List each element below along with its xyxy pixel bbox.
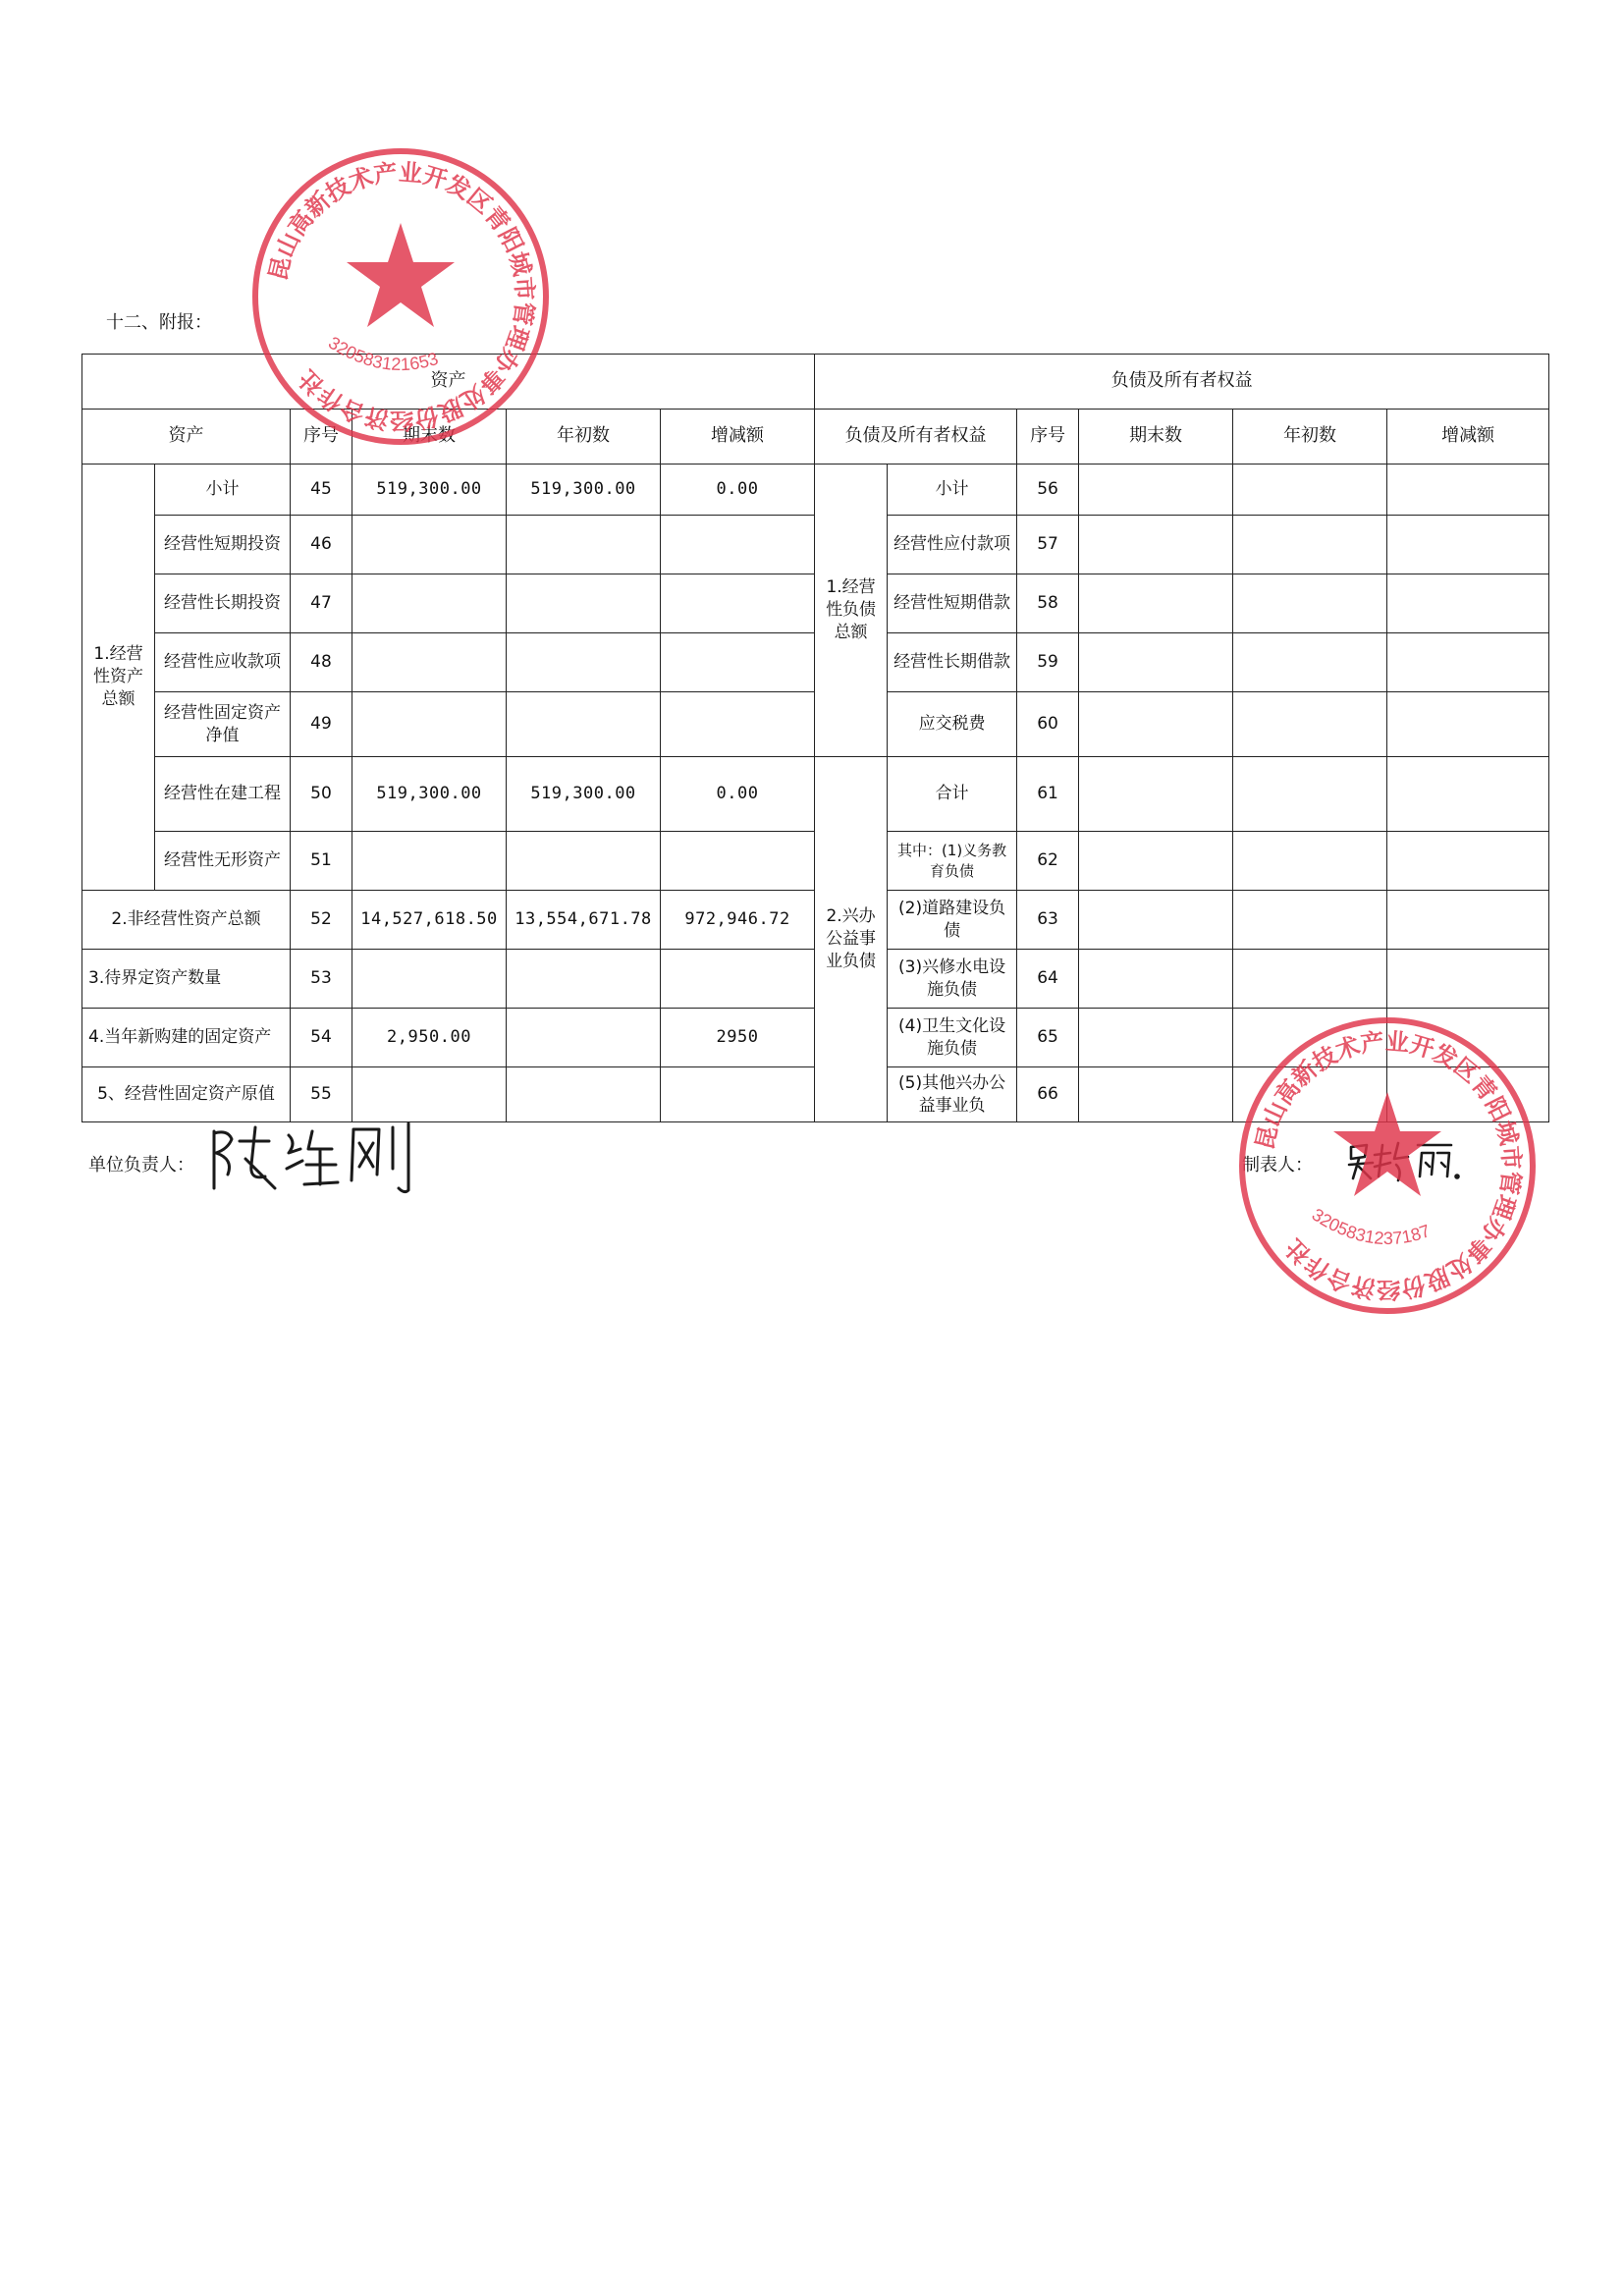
col-header-liab: 负债及所有者权益 <box>815 410 1017 465</box>
asset-label: 5、经营性固定资产原值 <box>82 1067 291 1122</box>
liab-seq: 59 <box>1017 633 1079 692</box>
col-header-end2: 期末数 <box>1079 410 1233 465</box>
liab-change <box>1387 950 1549 1009</box>
asset-change: 0.00 <box>661 757 815 832</box>
seal-2-code: 3205831237187 <box>1308 1204 1434 1249</box>
liab-end <box>1079 465 1233 516</box>
asset-seq: 45 <box>291 465 352 516</box>
liab-begin <box>1233 692 1387 757</box>
col-header-seq: 序号 <box>291 410 352 465</box>
liab-seq: 63 <box>1017 891 1079 950</box>
liab-change <box>1387 692 1549 757</box>
col-header-begin2: 年初数 <box>1233 410 1387 465</box>
liab-begin <box>1233 574 1387 633</box>
liab-change <box>1387 891 1549 950</box>
liab-seq: 62 <box>1017 832 1079 891</box>
liab-label: (2)道路建设负债 <box>888 891 1017 950</box>
col-header-seq2: 序号 <box>1017 410 1079 465</box>
liab-label: 应交税费 <box>888 692 1017 757</box>
table-row <box>82 465 1549 516</box>
liab-label: (3)兴修水电设施负债 <box>888 950 1017 1009</box>
asset-begin <box>507 1009 661 1067</box>
col-header-asset: 资产 <box>82 410 291 465</box>
liab-end <box>1079 757 1233 832</box>
liab-change <box>1387 757 1549 832</box>
liab-label: 经营性应付款项 <box>888 516 1017 574</box>
asset-begin: 519,300.00 <box>507 465 661 516</box>
liab-group-header: 负债及所有者权益 <box>815 355 1549 410</box>
asset-seq: 53 <box>291 950 352 1009</box>
asset-begin <box>507 692 661 757</box>
asset-end <box>352 1067 507 1122</box>
liab-end <box>1079 574 1233 633</box>
asset-label: 经营性在建工程 <box>155 757 291 832</box>
asset-seq: 51 <box>291 832 352 891</box>
liab-change <box>1387 465 1549 516</box>
asset-seq: 47 <box>291 574 352 633</box>
asset-change: 0.00 <box>661 465 815 516</box>
liab-begin <box>1233 633 1387 692</box>
liab-seq: 65 <box>1017 1009 1079 1067</box>
asset-end <box>352 832 507 891</box>
liab-change <box>1387 832 1549 891</box>
asset-begin <box>507 950 661 1009</box>
report-table <box>81 354 1549 1122</box>
asset-seq: 54 <box>291 1009 352 1067</box>
liab-change <box>1387 633 1549 692</box>
asset-begin <box>507 1067 661 1122</box>
asset-label: 经营性短期投资 <box>155 516 291 574</box>
liab-seq: 58 <box>1017 574 1079 633</box>
section-label: 十二、附报： <box>106 312 212 333</box>
liab-begin <box>1233 832 1387 891</box>
liab-end <box>1079 1067 1233 1122</box>
asset-label: 2.非经营性资产总额 <box>82 891 291 950</box>
liab-label: 其中：(1)义务教育负债 <box>888 832 1017 891</box>
col-header-begin: 年初数 <box>507 410 661 465</box>
liab-begin <box>1233 757 1387 832</box>
asset-group-1: 1.经营性资产总额 <box>82 465 155 891</box>
assets-group-header: 资产 <box>82 355 815 410</box>
asset-change <box>661 574 815 633</box>
liab-end <box>1079 832 1233 891</box>
liab-end <box>1079 1009 1233 1067</box>
asset-begin <box>507 574 661 633</box>
asset-end <box>352 950 507 1009</box>
asset-seq: 48 <box>291 633 352 692</box>
liab-seq: 60 <box>1017 692 1079 757</box>
liab-begin <box>1233 891 1387 950</box>
liab-label: (5)其他兴办公益事业负 <box>888 1067 1017 1122</box>
col-header-end: 期末数 <box>352 410 507 465</box>
svg-text:3205831237187 <box>1309 1205 1434 1249</box>
liab-end <box>1079 633 1233 692</box>
asset-change <box>661 1067 815 1122</box>
asset-end: 519,300.00 <box>352 757 507 832</box>
asset-end <box>352 574 507 633</box>
asset-end <box>352 633 507 692</box>
asset-label: 经营性长期投资 <box>155 574 291 633</box>
preparer-label: 制表人： <box>1242 1155 1313 1175</box>
asset-end <box>352 516 507 574</box>
liab-group-1: 1.经营性负债总额 <box>815 465 888 757</box>
liab-end <box>1079 891 1233 950</box>
asset-change <box>661 516 815 574</box>
asset-end <box>352 692 507 757</box>
liab-end <box>1079 950 1233 1009</box>
liab-seq: 57 <box>1017 516 1079 574</box>
col-header-change: 增减额 <box>661 410 815 465</box>
seal-2-text: 昆山高新技术产业开发区青阳城市管理办事处股份经济合作社 <box>1251 1028 1525 1303</box>
seal-1-text: 昆山高新技术产业开发区青阳城市管理办事处股份经济合作社 <box>264 159 538 434</box>
liab-label: (4)卫生文化设施负债 <box>888 1009 1017 1067</box>
asset-change <box>661 633 815 692</box>
liab-begin <box>1233 516 1387 574</box>
asset-label: 4.当年新购建的固定资产 <box>82 1009 291 1067</box>
asset-change: 972,946.72 <box>661 891 815 950</box>
asset-begin <box>507 516 661 574</box>
liab-group-2: 2.兴办公益事业负债 <box>815 757 888 1122</box>
asset-label: 3.待界定资产数量 <box>82 950 291 1009</box>
asset-end: 2,950.00 <box>352 1009 507 1067</box>
svg-text:320583121653 <box>325 333 441 374</box>
official-seal-2 <box>1235 1013 1540 1322</box>
asset-label: 经营性应收款项 <box>155 633 291 692</box>
liab-change <box>1387 574 1549 633</box>
asset-begin: 519,300.00 <box>507 757 661 832</box>
table-row <box>82 757 1549 832</box>
liab-seq: 56 <box>1017 465 1079 516</box>
liab-seq: 66 <box>1017 1067 1079 1122</box>
liab-label: 小计 <box>888 465 1017 516</box>
asset-change <box>661 950 815 1009</box>
liab-begin <box>1233 465 1387 516</box>
liab-begin <box>1233 950 1387 1009</box>
asset-label: 小计 <box>155 465 291 516</box>
asset-begin: 13,554,671.78 <box>507 891 661 950</box>
official-seal-1 <box>248 144 553 453</box>
liab-end <box>1079 516 1233 574</box>
asset-seq: 49 <box>291 692 352 757</box>
responsible-signature <box>206 1120 432 1202</box>
liab-change <box>1387 516 1549 574</box>
responsible-label: 单位负责人： <box>88 1155 194 1175</box>
liab-label: 合计 <box>888 757 1017 832</box>
asset-change <box>661 832 815 891</box>
asset-begin <box>507 832 661 891</box>
asset-label: 经营性无形资产 <box>155 832 291 891</box>
liab-seq: 61 <box>1017 757 1079 832</box>
liab-label: 经营性短期借款 <box>888 574 1017 633</box>
seal-1-code: 320583121653 <box>325 332 441 375</box>
asset-begin <box>507 633 661 692</box>
asset-label: 经营性固定资产净值 <box>155 692 291 757</box>
asset-seq: 50 <box>291 757 352 832</box>
asset-seq: 52 <box>291 891 352 950</box>
liab-label: 经营性长期借款 <box>888 633 1017 692</box>
asset-end: 519,300.00 <box>352 465 507 516</box>
asset-end: 14,527,618.50 <box>352 891 507 950</box>
col-header-change2: 增减额 <box>1387 410 1549 465</box>
liab-seq: 64 <box>1017 950 1079 1009</box>
asset-seq: 46 <box>291 516 352 574</box>
asset-change <box>661 692 815 757</box>
liab-end <box>1079 692 1233 757</box>
asset-change: 2950 <box>661 1009 815 1067</box>
asset-seq: 55 <box>291 1067 352 1122</box>
